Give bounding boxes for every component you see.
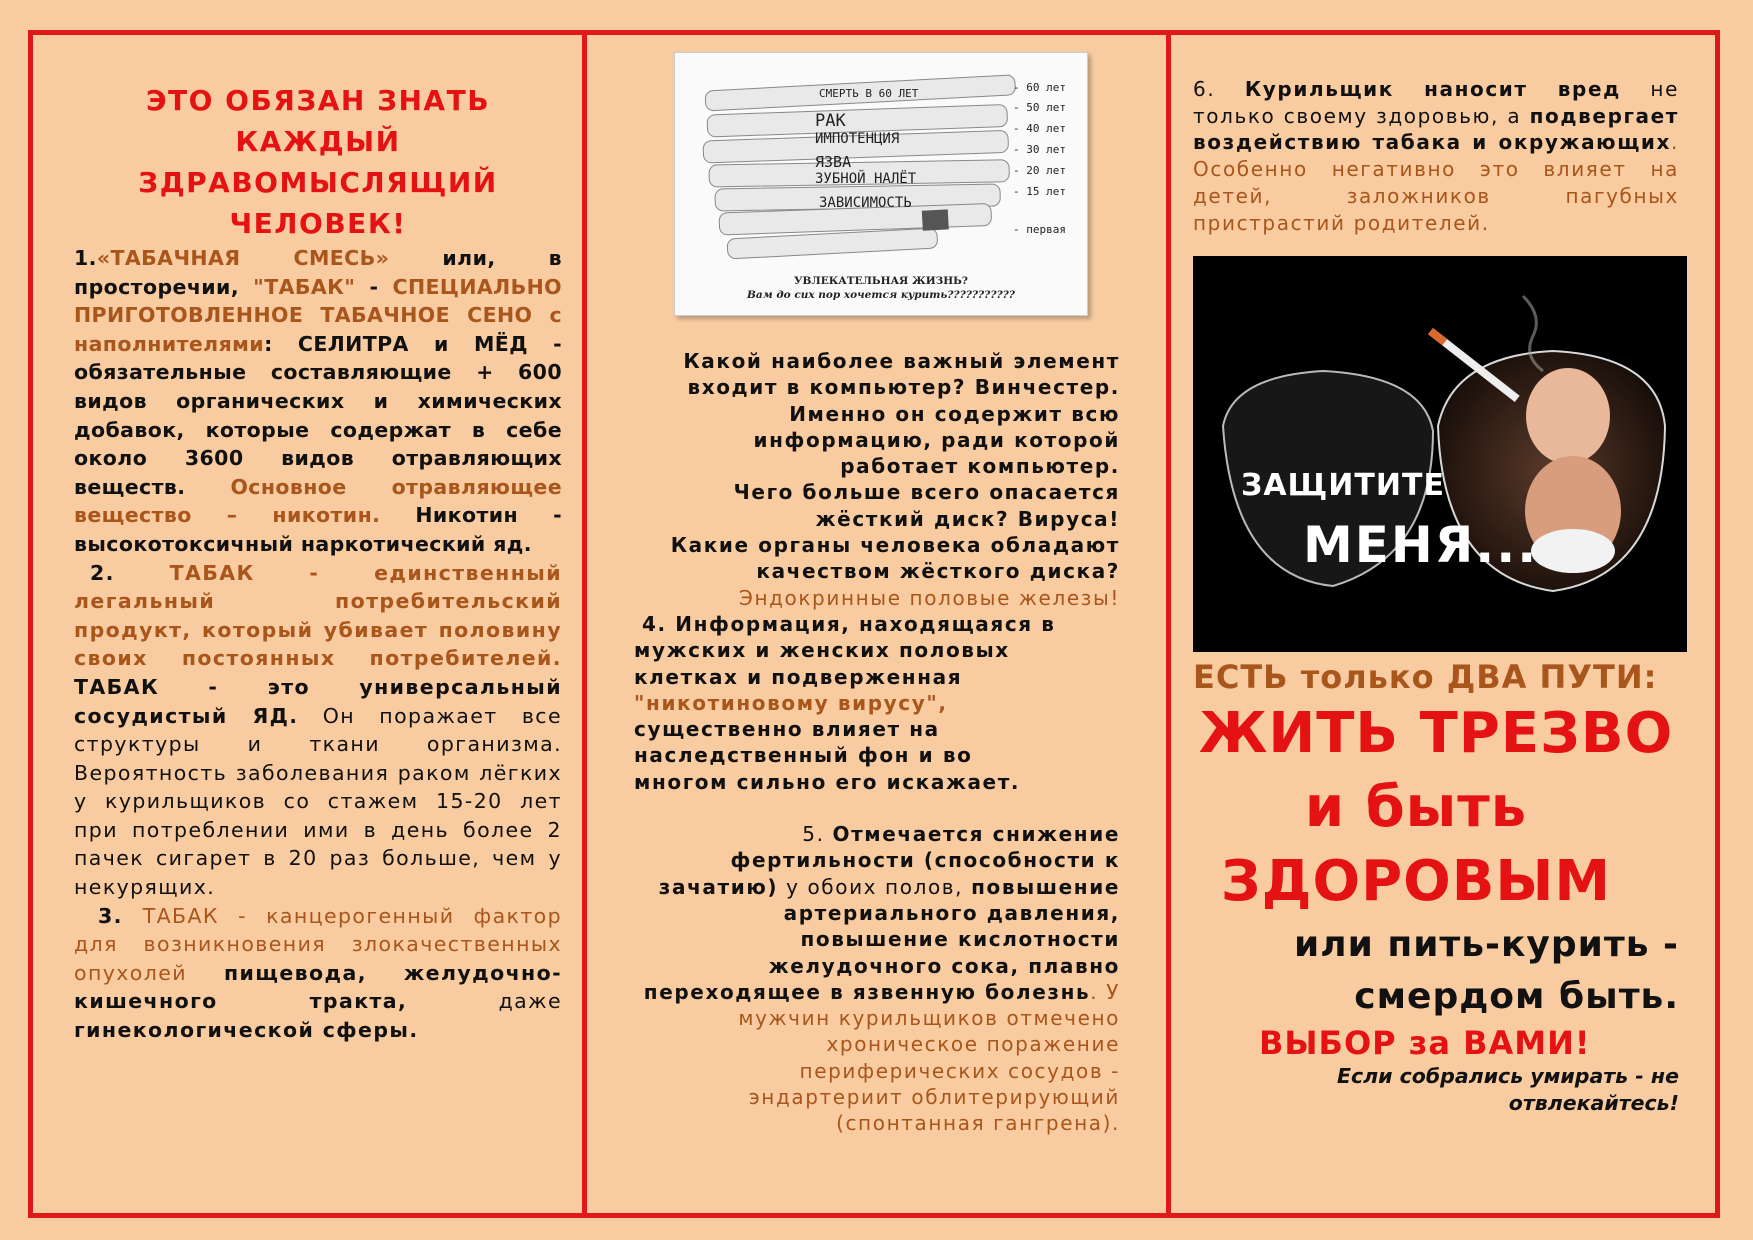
two-ways-heading: ЕСТЬ только ДВА ПУТИ: xyxy=(1193,658,1658,697)
paragraph-6: 6. Курильщик наносит вред не только своему здоровью, а подвергает воздействию табака и окружающих. Особенно негативно это влияет на детей, заложников пагубных пристрастий родителей. xyxy=(1193,77,1679,235)
two-ways-option-2: или пить-курить - смердом быть. xyxy=(1293,924,1679,1018)
column-divider xyxy=(1166,30,1171,1218)
column-divider xyxy=(582,30,587,1218)
paragraph-3: 3. ТАБАК - канцерогенный фактор для возникновения злокачественных опухолей пищевода, желудочно-кишечного тракта, даже гинекологической сферы. xyxy=(74,903,563,1043)
column-left xyxy=(74,30,562,1045)
headline: ЭТО ОБЯЗАН ЗНАТЬ КАЖДЫЙ ЗДРАВОМЫСЛЯЩИЙ ЧЕЛОВЕК! xyxy=(138,84,498,240)
choice-label: ВЫБОР за ВАМИ! xyxy=(1259,1024,1591,1063)
baby-glass-illustration xyxy=(1193,256,1687,652)
paragraph-5: 5. Отмечается снижение фертильности (способности к зачатию) у обоих полов, повышение артериального давления, повышение кислотности желудочного сока, плавно переходящее в язвенную болезнь. У мужчин курильщиков отмечено хроническое поражение периферических сосудов - эндартериит облитерирующий (спонтанная гангрена). xyxy=(643,822,1120,1136)
paragraph-2: 2. ТАБАК - единственный легальный потребительский продукт, который убивает половину своих постоянных потребителей. ТАБАК - это универсальный сосудистый ЯД. Он поражает все структуры и ткани организма. Вероятность заболевания раком лёгких у курильщиков со стажем 15-20 лет при потреблении ими в день более 2 пачек сигарет в 20 раз больше, чем у некурящих. xyxy=(74,560,562,900)
paragraph-4: 4. Информация, находящаяся в мужских и женских половых клетках и подверженная "никотиновому вирусу", существенно влияет на наследственный фон и во многом сильно его искажает. xyxy=(634,611,1056,794)
paragraph-1: 1.«ТАБАЧНАЯ СМЕСЬ» или, в просторечии, "ТАБАК" - СПЕЦИАЛЬНО ПРИГОТОВЛЕННОЕ ТАБАЧНОЕ СЕНО с наполнителями: СЕЛИТРА и МЁД - обязательные составляющие + 600 видов органических и химических добавок, которые содержат в себе около 3600 видов отравляющих веществ. Основное отравляющее вещество – никотин. Никотин - высокотоксичный наркотический яд. xyxy=(74,246,563,556)
closing-remark: Если собрались умирать - не отвлекайтесь! xyxy=(1336,1064,1679,1116)
cigarettes-image: СМЕРТЬ В 60 ЛЕТ РАК ИМПОТЕНЦИЯ ЯЗВА ЗУБНОЙ НАЛЁТ ЗАВИСИМОСТЬ - 60 лет - 50 лет - 40 лет - 30 лет - 20 лет - 15 лет - первая УВЛЕКАТЕЛЬНАЯ ЖИЗНЬ? Вам до сих пор хочется курить??????????? xyxy=(674,52,1088,316)
baby-glass-image: ЗАЩИТИТЕ МЕНЯ... xyxy=(1193,256,1687,652)
two-ways-option-1: ЖИТЬ ТРЕЗВО и быть ЗДОРОВЫМ xyxy=(1198,701,1674,915)
computer-analogy: Какой наиболее важный элемент входит в компьютер? Винчестер. Именно он содержит всю информацию, ради которой работает компьютер. Чего больше всего опасается жёсткий диск? Вируса! Какие органы человека обладают качеством жёсткого диска? Эндокринные половые железы! xyxy=(670,349,1120,610)
column-right xyxy=(1193,30,1679,1117)
body-text xyxy=(74,244,562,1045)
column-middle xyxy=(630,30,1120,1137)
body-text xyxy=(630,348,1120,1137)
